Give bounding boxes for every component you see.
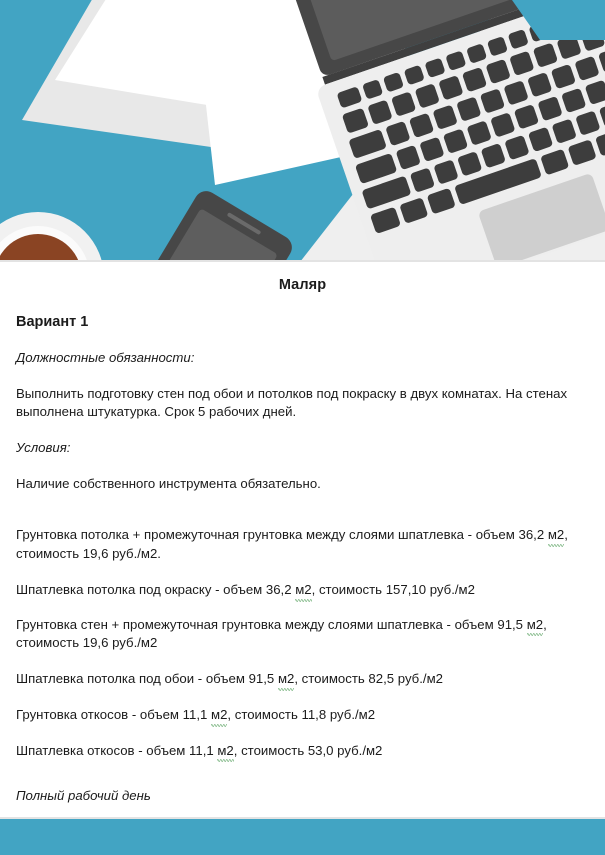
page-title: Маляр [278,277,327,293]
hero-artwork [0,0,605,262]
duties-text: Выполнить подготовку стен под обои и потолков под покраску в двух комнатах. На стенах выполнена штукатурка. Срок 5 рабочих дней. [16,385,568,420]
footer-note: Полный рабочий день [16,788,151,804]
section-gap [16,760,589,770]
unit-sqm: м2 [295,581,311,600]
duties-label: Должностные обязанности: [16,349,195,365]
work-item-price: , стоимость 11,8 руб./м2 [227,706,376,722]
work-item-price: , стоимость 82,5 руб./м2 [294,671,443,687]
work-item [16,742,572,761]
work-item-description: Шпатлевка потолка под окраску - объем 36,2 [16,581,296,597]
work-item-description: Грунтовка откосов - объем 11,1 [16,706,211,722]
unit-sqm: м2 [548,526,564,545]
work-item-price: , стоимость 19,6 руб./м2 [16,616,547,651]
work-item-description: Грунтовка стен + промежуточная грунтовка между слоями шпатлевка - объем 91,5 [16,616,524,632]
work-item-price: , стоимость 53,0 руб./м2 [233,742,383,758]
unit-sqm: м2 [211,706,227,725]
unit-sqm: м2 [278,670,294,689]
unit-sqm: м2 [527,616,543,635]
unit-sqm: м2 [217,742,233,761]
conditions-label: Условия: [16,439,71,455]
document-body [0,277,605,842]
footer-bar [0,817,605,855]
variant-heading: Вариант 1 [16,314,89,331]
work-item [16,706,572,725]
work-item-description: Шпатлевка потолка под обои - объем 91,5 [16,671,278,687]
section-gap [16,493,589,509]
work-item [16,616,572,653]
work-item-volume: 36,2 [518,527,548,543]
work-item [16,670,572,689]
hero-illustration [0,0,605,262]
work-item [16,581,572,600]
work-item-description: Грунтовка потолка + промежуточная грунтовка между слоями шпатлевка - объем [16,527,515,543]
conditions-text: Наличие собственного инструмента обязательно. [16,475,321,491]
work-item-price: , стоимость 19,6 руб./м2. [16,527,568,562]
work-item [16,526,572,563]
work-item-description: Шпатлевка откосов - объем 11,1 [16,742,218,758]
work-item-price: , стоимость 157,10 руб./м2 [311,581,475,597]
hero-separator [0,260,605,262]
